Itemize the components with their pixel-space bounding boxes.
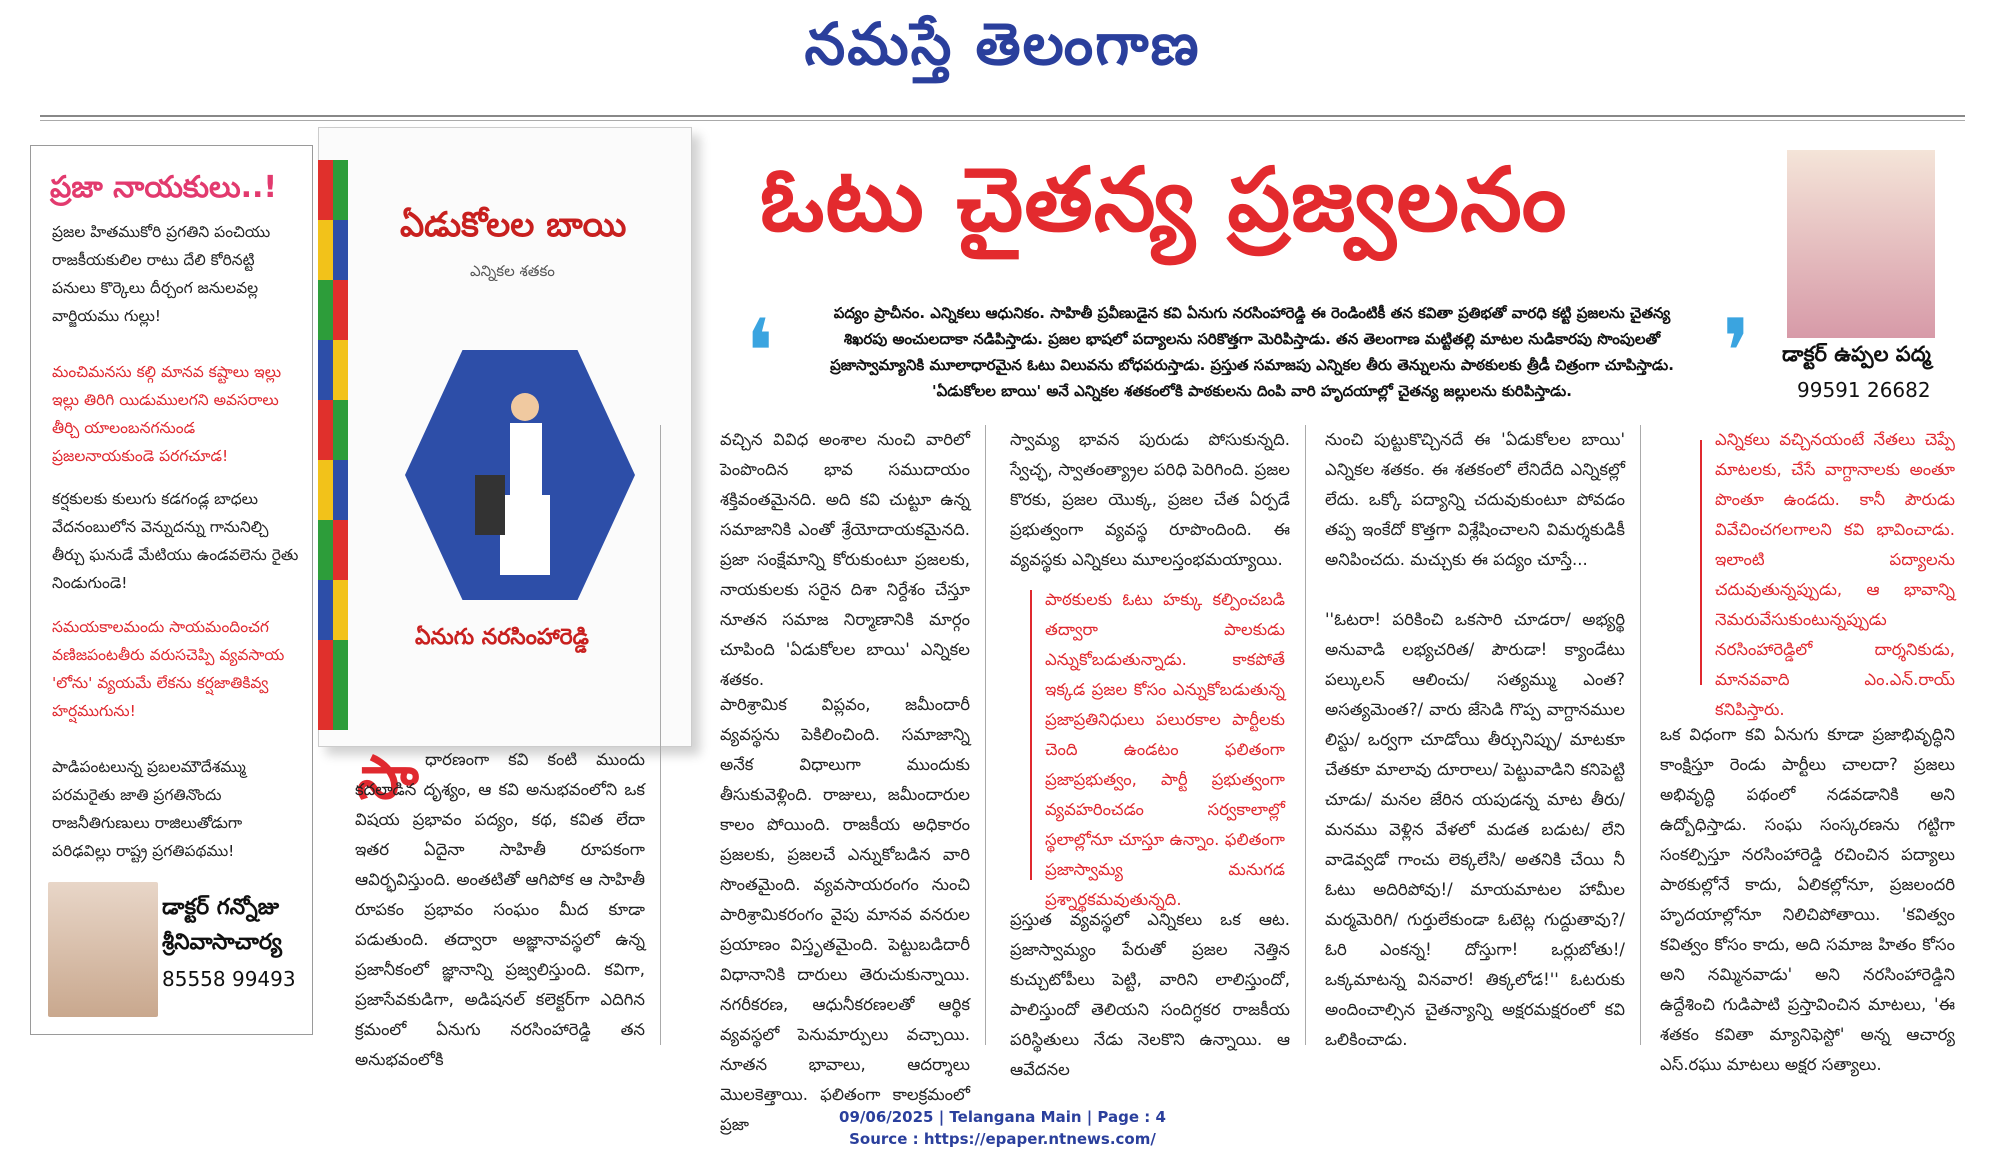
book-author: ఏనుగు నరసింహారెడ్డి xyxy=(415,625,589,650)
poet-phone: 85558 99493 xyxy=(162,967,296,991)
poet-photo xyxy=(48,882,158,1017)
pull-quote-rule xyxy=(1700,440,1702,685)
reviewer-phone: 99591 26682 xyxy=(1797,378,1931,402)
book-spine-pattern xyxy=(318,160,348,730)
article-column-2a: వచ్చిన వివిధ అంశాల నుంచి వారిలో పెంపొందిన భావ సముదాయం శక్తివంతమైనది. అది కవి చుట్టూ ఉన్న సమాజానికి ఎంతో శ్రేయోదాయకమైనది. ప్రజా సంక్షేమాన్ని కోరుకుంటూ ప్రజలకు, నాయకులకు సరైన దిశా నిర్దేశం చేస్తూ నూతన సమాజ నిర్మాణానికి మార్గం చూపింది 'ఏడుకోలల బాయి' ఎన్నికల శతకం. xyxy=(720,430,970,689)
column-divider xyxy=(1640,425,1641,1045)
pull-quote-1: పాఠకులకు ఓటు హక్కు కల్పించబడి తద్వారా పాలకుడు ఎన్నుకోబడుతున్నాడు. కాకపోతే ఇక్కడ ప్రజల కోసం ఎన్నుకోబడుతున్న ప్రజాప్రతినిధులు పలురకాల పార్టీలకు చెంది ఉండటం ఫలితంగా ప్రజాప్రభుత్వం, పార్టీ ప్రభుత్వంగా వ్యవహరించడం సర్వకాలాల్లో స్థలాల్లోనూ చూస్తూ ఉన్నాం. ఫలితంగా ప్రజాస్వామ్య మనుగడ ప్రశ్నార్థకమవుతున్నది. xyxy=(1045,590,1285,909)
poem-verse-1: ప్రజల హితముకోరి ప్రగతిని పంచియు రాజకీయకులిల రాటు దేలి కోరినట్టి పనులు కొర్కెలు దీర్చంగ జనులవల్ల వార్జియము గుల్లు! xyxy=(52,223,271,325)
reviewer-name: డాక్టర్ ఉప్పల పద్మ xyxy=(1782,342,1931,366)
open-quote-icon: ❛ xyxy=(745,300,775,405)
poet-name: డాక్టర్ గన్నోజు xyxy=(162,895,280,920)
article-column-3a: స్వామ్య భావన పురుడు పోసుకున్నది. స్వేచ్ఛ, స్వాతంత్య్రాల పరిధి పెరిగింది. ప్రజల కొరకు, ప్రజల యొక్క, ప్రజల చేత ఏర్పడే ప్రభుత్వంగా వ్యవస్థ రూపొందింది. ఈ వ్యవస్థకు ఎన్నికలు మూలస్తంభమయ్యాయి. xyxy=(1010,430,1290,569)
article-headline: ఓటు చైతన్య ప్రజ్వలనం xyxy=(760,148,1568,251)
reviewer-photo xyxy=(1787,150,1935,338)
poem-verse-4: సమయకాలమందు సాయమందించగ వణిజపంటతీరు వరుసచెప్పి వ్యవసాయ 'లోను' వ్యయమే లేకను కర్షజాతికివ్వ హర్షముగును! xyxy=(52,618,285,720)
pull-quote-2: ఎన్నికలు వచ్చినయంటే నేతలు చెప్పే మాటలకు, చేసే వాగ్దానాలకు అంతూ పొంతూ ఉండదు. కానీ పౌరుడు వివేచించగలగాలని కవి భావించాడు. ఇలాంటి పద్యాలను చదువుతున్నప్పుడు, ఆ భావాన్ని నెమరువేసుకుంటున్నప్పుడు నరసింహారెడ్డిలో దార్శనికుడు, మానవవాది ఎం.ఎన్.రాయ్ కనిపిస్తారు. xyxy=(1715,430,1955,719)
article-intro: పద్యం ప్రాచీనం. ఎన్నికలు ఆధునికం. సాహితీ ప్రవీణుడైన కవి ఏనుగు నరసింహారెడ్డి ఈ రెండింటికీ తన కవితా ప్రతిభతో వారధి కట్టి ప్రజలను చైతన్య శిఖరపు అంచులదాకా నడిపిస్తాడు. ప్రజల భాషలో పద్యాలను సరికొత్తగా మెరిపిస్తాడు. తన తెలంగాణ మట్టితల్లి మాటల నుడికారపు సొంపులతో ప్రజాస్వామ్యానికి మూలాధారమైన ఓటు విలువను బోధపరుస్తాడు. ప్రస్తుత సమాజపు ఎన్నికల తీరు తెన్నులను పాఠకులకు త్రీడీ చిత్రంగా చూపిస్తాడు. 'ఏడుకోలల బాయి' అనే ఎన్నికల శతకంలోకి పాఠకులను దింపి వారి హృదయాల్లో చైతన్య జల్లులను కురిపిస్తాడు. xyxy=(830,304,1674,400)
column-divider xyxy=(1305,425,1306,1045)
close-quote-icon: ❜ xyxy=(1722,300,1752,405)
footer-source: Source : https://epaper.ntnews.com/ xyxy=(849,1130,1156,1148)
speaker-figure-icon xyxy=(470,385,570,575)
pull-quote-rule xyxy=(1030,590,1032,880)
book-title: ఏడుకోలల బాయి xyxy=(400,205,627,245)
drop-cap: సా xyxy=(357,743,419,813)
article-column-4a: నుంచి పుట్టుకొచ్చినదే ఈ 'ఏడుకోలల బాయి' ఎన్నికల శతకం. ఈ శతకంలో లేనిదేది ఎన్నికల్లో లేదు. ఒక్కో పద్యాన్ని చదువుకుంటూ పోవడం తప్ప ఇంకేదో కొత్తగా విశ్లేషించాలని విమర్శకుడికీ అనిపించదు. మచ్చుకు ఈ పద్యం చూస్తే... xyxy=(1325,430,1625,569)
header-rule-thin xyxy=(40,120,1965,121)
article-column-1: ధారణంగా కవి కంటి ముందు కదలాడిన దృశ్యం, ఆ కవి అనుభవంలోని ఒక విషయ ప్రభావం పద్యం, కథ, కవిత లేదా ఇతర ఏదైనా సాహితీ రూపకంగా ఆవిర్భవిస్తుంది. అంతటితో ఆగిపోక ఆ సాహితీ రూపకం ప్రభావం సంఘం మీద కూడా పడుతుంది. తద్వారా అజ్ఞానావస్థలో ఉన్న ప్రజానీకంలో జ్ఞానాన్ని ప్రజ్వలిస్తుంది. కవిగా, ప్రజాసేవకుడిగా, అడిషనల్ కలెక్టర్‌గా ఎదిగిన క్రమంలో ఏనుగు నరసింహారెడ్డి తన అనుభవంలోకి xyxy=(355,750,645,1069)
article-column-5b: ఒక విధంగా కవి ఏనుగు కూడా ప్రజాభివృద్ధిని కాంక్షిస్తూ రెండు పార్టీలు చాలదా? ప్రజలు అభివృద్ధి పథంలో నడవడానికి అని ఉద్బోధిస్తాడు. సంఘ సంస్కరణను గట్టిగా సంకల్పిస్తూ నరసింహారెడ్డి రచించిన పద్యాలు పాఠకుల్లోనే కాదు, ఏలికల్లోనూ, ప్రజలందరి హృదయాల్లోనూ నిలిచిపోతాయి. 'కవిత్వం కవిత్వం కోసం కాదు, అది సమాజ హితం కోసం అని నమ్మినవాడు' అని నరసింహారెడ్డిని ఉద్దేశించి గుడిపాటి ప్రస్తావించిన మాటలు, 'ఈ శతకం కవితా మ్యానిఫెస్టో' అన్న ఆచార్య ఎస్.రఘు మాటలు అక్షర సత్యాలు. xyxy=(1660,725,1955,1074)
article-column-3b: ప్రస్తుత వ్యవస్థలో ఎన్నికలు ఒక ఆట. ప్రజాస్వామ్యం పేరుతో ప్రజల నెత్తిన కుచ్చుటోపీలు పెట్టి, వారిని లాలిస్తుందో, పాలిస్తుందో తెలియని సందిగ్ధకర రాజకీయ పరిస్థితులు నేడు నెలకొని ఉన్నాయి. ఆ ఆవేదనల xyxy=(1010,910,1290,1079)
footer-date-page: 09/06/2025 | Telangana Main | Page : 4 xyxy=(839,1108,1166,1126)
poem-verse-3: కర్షకులకు కులుగు కడగండ్ల బాధలు వేదనంబులోన వెన్నుదన్ను గానునిల్చి తీర్చు ఘనుడే మేటియు ఉండవలెను రైతు నిండుగుండె! xyxy=(52,490,299,592)
article-column-4b: ''ఓటరా! పరికించి ఒకసారి చూడరా/ అభ్యర్థి అనువాడి లభ్యచరిత/ పౌరుడా! క్యాండేటు పల్కులన్ ఆలించు/ సత్యమ్ము ఎంత? అసత్యమెంత?/ వారు జేసెడి గొప్ప వాగ్దానముల లిస్టు/ ఒర్వగా చూడోయి తీర్చునిప్పు/ మాటకూ చేతకూ మాలావు దూరాలు/ పెట్టువాడిని కనిపెట్టి చూడు/ మనల జేరిన యపుడన్న మాట తీరు/ మనము వెళ్లిన వేళలో మడత బడుట/ లేని వాడెవ్వడో గాంచు లెక్కలేసి/ అతనికి చేయి నీ ఓటు అదిరిపోవు!/ మాయమాటల హామీల మర్మమెరిగి/ గుర్తులేకుండా ఓటెట్ల గుద్దుతావు?/ ఓరి ఎంకన్న! దోస్తుగా! ఒర్లుబోతు!/ ఒక్కమాటన్న వినవార! తిక్కలోడ!'' ఓటరుకు అందించాల్సిన చైతన్యాన్ని అక్షరమక్షరంలో కవి ఒలికించాడు. xyxy=(1325,610,1625,1049)
poem-verse-5: పాడిపంటలున్న ప్రబలమౌదేశమ్ము పరమరైతు జాతి ప్రగతినొందు రాజనీతిగుణులు రాజిలుతోడుగా పరిఢవిల్లు రాష్ట్ర ప్రగతిపథము! xyxy=(52,758,246,860)
header-rule xyxy=(40,115,1965,117)
column-divider xyxy=(985,425,986,1045)
article-column-2b: పారిశ్రామిక విప్లవం, జమీందారీ వ్యవస్థను పెకిలించింది. సమాజాన్ని అనేక విధాలుగా ముందుకు తీసుకువెళ్లింది. రాజులు, జమీందారుల కాలం పోయింది. రాజకీయ అధికారం ప్రజలకు, ప్రజలచే ఎన్నుకోబడిన వారి సొంతమైంది. వ్యవసాయరంగం నుంచి పారిశ్రామికరంగం వైపు మానవ వనరుల ప్రయాణం విస్తృతమైంది. పెట్టుబడిదారీ విధానానికి దారులు తెరుచుకున్నాయి. నగరీకరణ, ఆధునీకరణలతో ఆర్థిక వ్యవస్థలో పెనుమార్పులు వచ్చాయి. నూతన భావాలు, ఆదర్శాలు మొలకెత్తాయి. ఫలితంగా కాలక్రమంలో ప్రజా xyxy=(720,695,970,1134)
left-poem-title: ప్రజా నాయకులు..! xyxy=(50,170,278,205)
poem-verse-2: మంచిమనసు కల్గి మానవ కష్టాలు ఇల్లు ఇల్లు తిరిగి యిడుములగని అవసరాలు తీర్చి యాలంబనగనుండ ప్రజలనాయకుండె పరగచూడ! xyxy=(52,363,282,465)
masthead-title: నమస్తే తెలంగాణ xyxy=(804,10,1201,78)
poet-name-line2: శ్రీనివాసాచార్య xyxy=(162,930,282,955)
book-subtitle: ఎన్నికల శతకం xyxy=(470,262,555,280)
column-divider xyxy=(660,425,661,1045)
